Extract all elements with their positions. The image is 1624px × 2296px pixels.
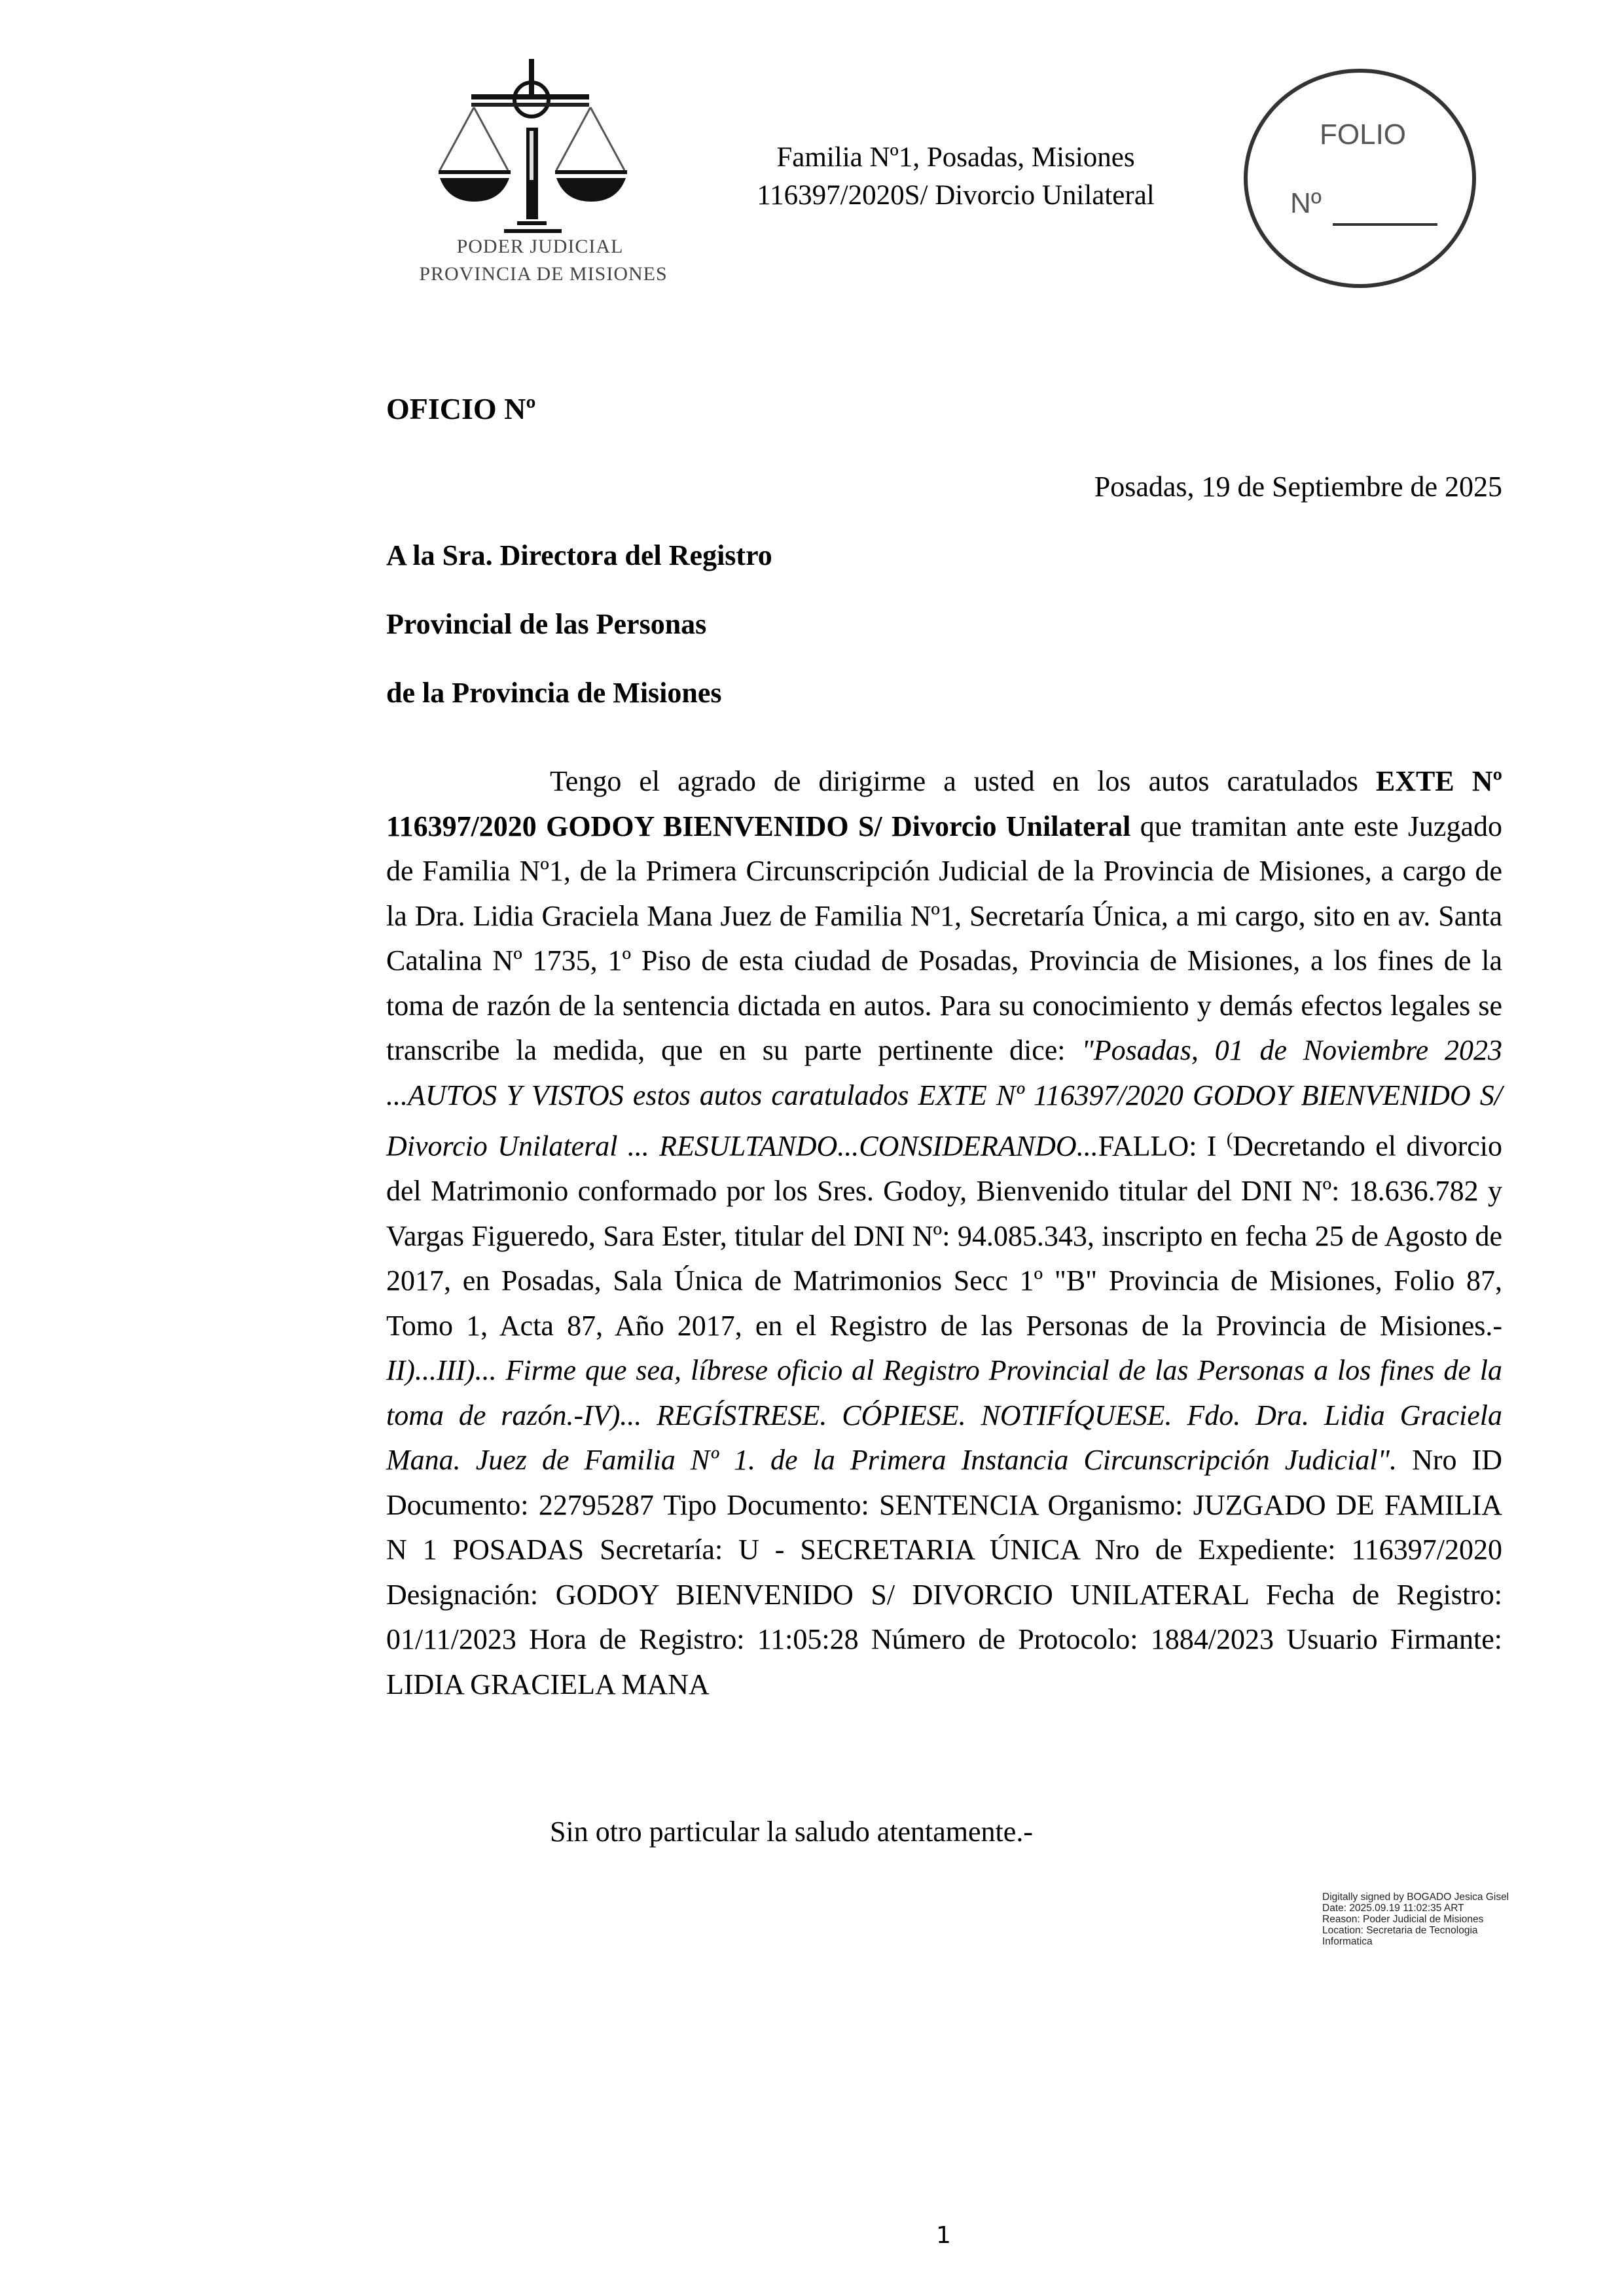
folio-stamp [1244,69,1476,288]
case-caption: EXTE Nº 116397/2020 GODOY BIENVENIDO S/ Divorcio Unilateral [386,765,1503,842]
case-number-title: 116397/2020S/ Divorcio Unilateral [757,180,1155,211]
court-location: Familia Nº1, Posadas, Misiones [776,142,1135,173]
signature-signed-by: Digitally signed by BOGADO Jesica Gisel [1322,1892,1509,1903]
body-intro: Tengo el agrado de dirigirme a usted en los autos caratulados [550,765,1376,797]
fallo-mark: ( [1226,1130,1233,1150]
logo-text-poder-judicial: PODER JUDICIAL [456,236,624,257]
logo-text-provincia: PROVINCIA DE MISIONES [419,263,668,285]
scales-of-justice-icon [393,39,681,236]
poder-judicial-logo [393,39,681,288]
digital-signature-block [1322,1892,1558,1947]
addressee-line-2: Provincial de las Personas [386,608,707,640]
oficio-title: OFICIO Nº [386,392,536,425]
body-paragraph [386,759,1502,1707]
folio-number-label: Nº [1290,187,1322,219]
folio-title: FOLIO [1320,118,1407,151]
signature-location-cont: Informatica [1322,1936,1373,1947]
body-text: que tramitan ante este Juzgado de Familia Nº1, de la Primera Circunscripción Judicial de la Provincia de Misiones, a cargo de la Dra. Lidia Graciela Mana Juez de Familia Nº1, Secretaría Única, a mi cargo, sito en av. Santa Catalina Nº 1735, 1º Piso de esta ciudad de Posadas, Provincia de Misiones, a los fines de la toma de razón de la sentencia dictada en autos. Para su conocimiento y demás efectos legales se transcribe la medida, que en su parte pertinente dice: [386,810,1502,1066]
fallo-text: Decretando el divorcio del Matrimonio conformado por los Sres. Godoy, Bienvenido titular del DNI Nº: 18.636.782 y Vargas Figueredo, Sara Ester, titular del DNI Nº: 94.085.343, inscripto en fecha 25 de Agosto de 2017, en Posadas, Sala Única de Matrimonios Secc 1º "B" Provincia de Misiones, Folio 87, Tomo 1, Acta 87, Año 2017, en el Registro de las Personas de la Provincia de Misiones.- [386,1130,1503,1342]
addressee-line-3: de la Provincia de Misiones [386,677,722,709]
document-metadata: Nro ID Documento: 22795287 Tipo Documento: SENTENCIA Organismo: JUZGADO DE FAMILIA N 1 POSADAS Secretaría: U - SECRETARIA ÚNICA Nro de Expediente: 116397/2020 Designación: GODOY BIENVENIDO S/ DIVORCIO UNILATERAL Fecha de Registro: 01/11/2023 Hora de Registro: 11:05:28 Número de Protocolo: 1884/2023 Usuario Firmante: LIDIA GRACIELA MANA [386,1444,1502,1700]
closing-line: Sin otro particular la saludo atentamente.- [550,1816,1033,1848]
signature-date: Date: 2025.09.19 11:02:35 ART [1322,1903,1464,1914]
document-date: Posadas, 19 de Septiembre de 2025 [1094,471,1502,503]
sentence-quote-part-1: "Posadas, 01 de Noviembre 2023 ...AUTOS Y VISTOS estos autos caratulados EXTE Nº 116397/2020 GODOY BIENVENIDO S/ Divorcio Unilateral ... RESULTANDO...CONSIDERANDO... [386,1034,1502,1162]
signature-reason: Reason: Poder Judicial de Misiones [1322,1914,1484,1925]
signature-location: Location: Secretaria de Tecnologia [1322,1925,1478,1936]
folio-number-blank [1333,223,1437,226]
sentence-quote-part-2: II)...III)... Firme que sea, líbrese oficio al Registro Provincial de las Personas a los fines de la toma de razón.-IV)... REGÍSTRESE. CÓPIESE. NOTIFÍQUESE. Fdo. Dra. Lidia Graciela Mana. Juez de Familia Nº 1. de la Primera Instancia Circunscripción Judicial". [386,1354,1502,1477]
fallo-label: FALLO: I [1098,1130,1227,1162]
page-number: 1 [936,2222,951,2249]
case-header [727,139,1185,215]
addressee-line-1: A la Sra. Directora del Registro [386,539,772,571]
